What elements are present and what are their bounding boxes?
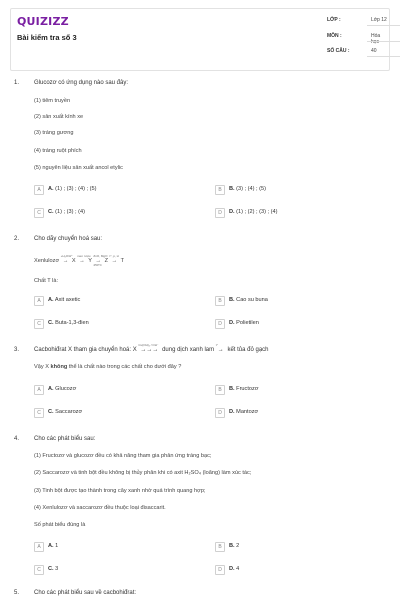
option-b[interactable] <box>215 542 375 553</box>
option-a[interactable] <box>34 296 194 307</box>
question-text-part: Cacbohiđrat X tham gia chuyển hoá: X <box>34 347 137 353</box>
reaction-arrow: men rượu → <box>77 254 91 264</box>
option-label: B. <box>229 543 235 549</box>
option-b[interactable] <box>215 385 375 396</box>
statement: (1) Fructozơ và glucozơ đều có khả năng tham gia phản ứng tráng bạc; <box>34 453 212 459</box>
option-letter-box: B <box>215 542 225 552</box>
option-label: A. <box>48 386 54 392</box>
option-c[interactable] <box>34 319 194 330</box>
option-d[interactable] <box>215 208 375 219</box>
statement: (4) Xenlulozơ và saccarozơ đều thuộc loại đisaccarit. <box>34 505 166 511</box>
option-text: 2 <box>236 543 240 549</box>
option-b[interactable] <box>215 296 375 307</box>
question-prompt <box>34 364 181 370</box>
option-letter-box: A <box>34 185 44 195</box>
option-text: 3 <box>55 566 59 572</box>
option-label: A. <box>48 543 54 549</box>
page-title: Bài kiểm tra số 3 <box>17 33 77 42</box>
option-a[interactable] <box>34 542 194 553</box>
option-text: 4 <box>236 566 240 572</box>
chain-x: X <box>71 258 76 264</box>
prompt-part: Vậy X <box>34 364 49 370</box>
meta-count-key: SỐ CÂU : <box>327 48 350 54</box>
reaction-chain <box>34 254 125 267</box>
question-number: 5. <box>14 590 20 596</box>
option-text: 1 <box>55 543 59 549</box>
statement: (2) sản xuất kính xe <box>34 114 84 120</box>
question-text: Glucozơ có ứng dụng nào sau đây: <box>34 80 129 86</box>
statement: (3) tráng gương <box>34 130 74 136</box>
option-letter-box: D <box>215 408 225 418</box>
option-text: (3) ; (4) ; (5) <box>236 186 266 192</box>
option-text: (1) ; (3) ; (4) ; (5) <box>55 186 97 192</box>
arrow-label: 450°C <box>93 263 102 267</box>
option-letter-box: B <box>215 296 225 306</box>
statement: (1) tiêm truyền <box>34 98 71 104</box>
option-text: Glucozơ <box>55 386 77 392</box>
option-letter-box: B <box>215 185 225 195</box>
option-text: Buta-1,3-đien <box>55 320 89 326</box>
statement: (3) Tinh bột được tạo thành trong cây xanh nhờ quá trình quang hợp; <box>34 488 206 494</box>
reaction-arrow: Cu(OH)₂ / OH⁻ →→→ <box>138 343 159 353</box>
chain-y: Y <box>88 258 92 264</box>
option-label: B. <box>229 386 235 392</box>
option-text: (1) ; (2) ; (3) ; (4) <box>236 209 278 215</box>
option-d[interactable] <box>215 565 375 576</box>
reaction-arrow: +H₂O/H⁺ → <box>60 254 73 264</box>
question-text: Cho các phát biểu sau về cacbohiđrat: <box>34 590 137 596</box>
meta-class-value: Lớp 12 <box>371 17 387 23</box>
question-prompt: Chất T là: <box>34 278 59 284</box>
prompt-emphasis: không <box>50 364 68 370</box>
option-letter-box: D <box>215 319 225 329</box>
option-label: D. <box>229 566 235 572</box>
option-c[interactable] <box>34 208 194 219</box>
option-letter-box: D <box>215 565 225 575</box>
option-label: C. <box>48 209 54 215</box>
option-a[interactable] <box>34 385 194 396</box>
meta-divider <box>367 41 400 42</box>
question-number: 1. <box>14 80 20 86</box>
option-label: A. <box>48 186 54 192</box>
option-label: C. <box>48 320 54 326</box>
question-text <box>34 343 269 353</box>
option-b[interactable] <box>215 185 375 196</box>
question-text: Cho các phát biểu sau: <box>34 436 96 442</box>
prompt-part: thể là chất nào trong các chất cho dưới đây ? <box>68 364 182 370</box>
chain-t: T <box>120 258 125 264</box>
option-label: D. <box>229 320 235 326</box>
option-text: (1) ; (3) ; (4) <box>55 209 85 215</box>
reaction-arrow: t°, p, xt → <box>109 254 119 264</box>
option-letter-box: A <box>34 542 44 552</box>
quizizz-logo: QUIZIZZ <box>17 15 69 28</box>
option-label: D. <box>229 209 235 215</box>
arrow-label: Cu(OH)₂ / OH⁻ <box>138 343 159 347</box>
option-text: Saccarozơ <box>55 409 83 415</box>
question-text-part: kết tủa đỏ gạch <box>227 347 269 353</box>
option-letter-box: D <box>215 208 225 218</box>
option-text: Fructozơ <box>236 386 259 392</box>
question-number: 3. <box>14 347 20 353</box>
option-label: B. <box>229 297 235 303</box>
option-label: B. <box>229 186 235 192</box>
option-letter-box: C <box>34 319 44 329</box>
option-letter-box: A <box>34 296 44 306</box>
option-label: D. <box>229 409 235 415</box>
option-c[interactable] <box>34 408 194 419</box>
meta-subject-key: MÔN : <box>327 33 342 39</box>
question-text-part: dung dịch xanh lam <box>162 347 215 353</box>
reaction-arrow: ZnO, MgO 450°C → <box>93 254 108 267</box>
question-text: Cho dãy chuyển hoá sau: <box>34 236 103 242</box>
option-letter-box: C <box>34 565 44 575</box>
question-number: 2. <box>14 236 20 242</box>
option-d[interactable] <box>215 319 375 330</box>
option-a[interactable] <box>34 185 194 196</box>
meta-subject-value: Hóa học <box>371 33 381 45</box>
arrow-label: t° <box>215 343 218 347</box>
arrow-label: t°, p, xt <box>109 254 119 258</box>
option-d[interactable] <box>215 408 375 419</box>
option-letter-box: C <box>34 208 44 218</box>
arrow-label: +H₂O/H⁺ <box>60 254 73 258</box>
option-label: A. <box>48 297 54 303</box>
question-number: 4. <box>14 436 20 442</box>
chain-start: Xenlulozơ <box>34 258 60 264</box>
meta-divider <box>367 56 400 57</box>
option-c[interactable] <box>34 565 194 576</box>
statement: (5) nguyên liệu sản xuất ancol etylic <box>34 165 123 171</box>
arrow-label: ZnO, MgO <box>93 254 108 258</box>
meta-count-value: 40 <box>371 48 377 54</box>
test-header <box>10 8 390 71</box>
option-text: Mantozơ <box>236 409 259 415</box>
option-label: C. <box>48 566 54 572</box>
statement: (2) Saccarozơ và tinh bột đều không bị thủy phân khi có axit H₂SO₄ (loãng) làm xúc tác; <box>34 470 252 476</box>
statement: (4) tráng ruột phích <box>34 148 82 154</box>
chain-z: Z <box>104 258 108 264</box>
question-prompt: Số phát biểu đúng là <box>34 522 86 528</box>
meta-divider <box>367 25 400 26</box>
option-text: Polietilen <box>236 320 259 326</box>
meta-class-key: LỚP : <box>327 17 341 23</box>
option-label: C. <box>48 409 54 415</box>
option-letter-box: C <box>34 408 44 418</box>
option-letter-box: A <box>34 385 44 395</box>
reaction-arrow: t° → <box>215 343 224 353</box>
option-letter-box: B <box>215 385 225 395</box>
option-text: Cao su buna <box>236 297 268 303</box>
option-text: Axit axetic <box>54 297 81 303</box>
arrow-label: men rượu <box>77 254 91 258</box>
